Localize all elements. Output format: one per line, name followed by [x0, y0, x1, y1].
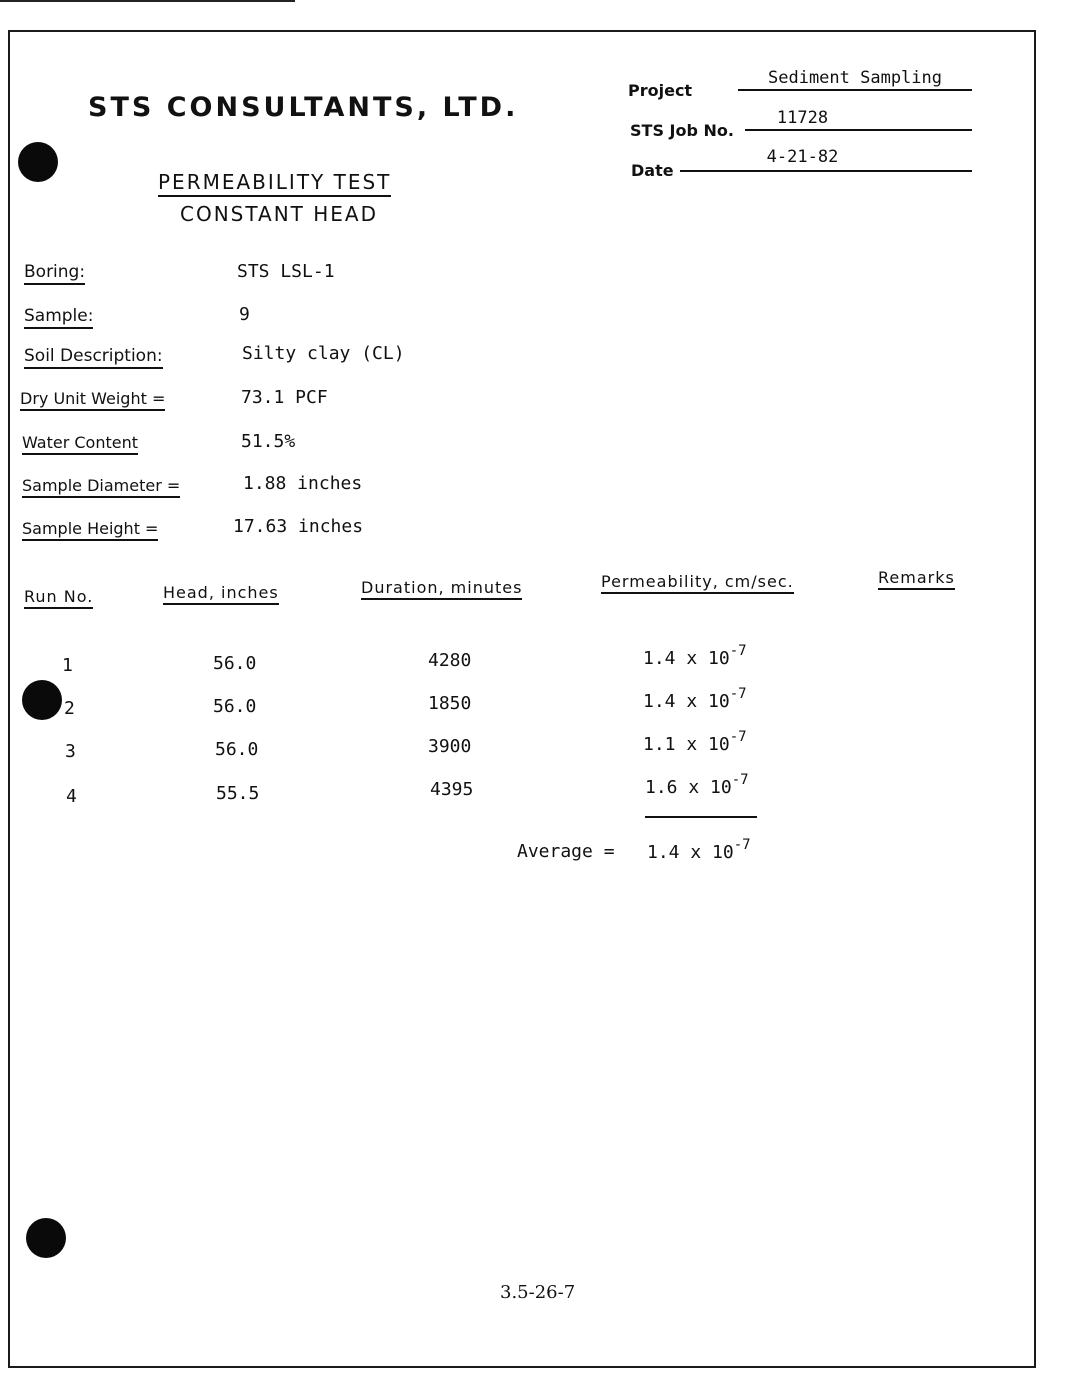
table-cell-run: 1: [62, 655, 73, 676]
boring-value: STS LSL-1: [237, 261, 335, 282]
project-value: Sediment Sampling: [768, 68, 942, 88]
table-cell-duration: 4395: [430, 779, 474, 800]
column-header-permeability: Permeability, cm/sec.: [601, 572, 794, 594]
table-cell-permeability: 1.4 x $10^{-7}$: [643, 686, 747, 712]
table-cell-head: 56.0: [215, 739, 259, 760]
punch-hole: [22, 680, 62, 720]
punch-hole: [26, 1218, 66, 1258]
sample-height-label: Sample Height =: [22, 519, 158, 541]
company-name: STS CONSULTANTS, LTD.: [88, 92, 519, 123]
sample-height-value: 17.63 inches: [233, 516, 364, 537]
column-header-duration: Duration, minutes: [361, 578, 522, 600]
page-number: 3.5-26-7: [500, 1282, 576, 1303]
table-cell-run: 3: [65, 741, 76, 762]
water-content-value: 51.5%: [241, 431, 296, 452]
soil-description-value: Silty clay (CL): [242, 343, 405, 364]
table-cell-duration: 1850: [428, 693, 472, 714]
average-label: Average =: [517, 841, 615, 862]
date-value: 4-21-82: [766, 147, 839, 167]
table-cell-duration: 3900: [428, 736, 472, 757]
job-label: STS Job No.: [630, 121, 734, 140]
soil-description-label: Soil Description:: [24, 346, 163, 369]
form-title: PERMEABILITY TEST: [158, 170, 391, 197]
sample-diameter-value: 1.88 inches: [243, 473, 363, 494]
table-cell-permeability: 1.1 x $10^{-7}$: [643, 729, 747, 755]
water-content-label: Water Content: [22, 433, 138, 455]
sample-label: Sample:: [24, 306, 93, 329]
table-cell-permeability: 1.4 x $10^{-7}$: [643, 643, 747, 669]
job-underline: [745, 129, 972, 131]
sample-diameter-label: Sample Diameter =: [22, 476, 180, 498]
column-header-run: Run No.: [24, 587, 93, 609]
table-cell-run: 4: [66, 786, 77, 807]
table-cell-head: 55.5: [216, 783, 260, 804]
dry-unit-weight-label: Dry Unit Weight =: [20, 389, 165, 411]
project-underline: [738, 89, 972, 91]
scan-top-line: [0, 0, 295, 2]
form-border: [8, 30, 1036, 1368]
table-cell-head: 56.0: [213, 653, 257, 674]
average-value: 1.4 x $10^{-7}$: [647, 837, 751, 863]
dry-unit-weight-value: 73.1 PCF: [241, 387, 328, 408]
date-label: Date: [631, 161, 674, 180]
average-rule: [645, 816, 757, 818]
punch-hole: [18, 142, 58, 182]
job-value: 11728: [776, 108, 829, 128]
table-cell-permeability: 1.6 x $10^{-7}$: [645, 772, 749, 798]
date-underline: [680, 170, 972, 172]
table-cell-run: 2: [64, 698, 75, 719]
boring-label: Boring:: [24, 262, 85, 285]
project-label: Project: [628, 81, 693, 100]
table-cell-duration: 4280: [428, 650, 472, 671]
table-cell-head: 56.0: [213, 696, 257, 717]
column-header-remarks: Remarks: [878, 568, 955, 590]
form-subtitle: CONSTANT HEAD: [180, 202, 379, 226]
sample-value: 9: [239, 304, 250, 325]
column-header-head: Head, inches: [163, 583, 279, 605]
